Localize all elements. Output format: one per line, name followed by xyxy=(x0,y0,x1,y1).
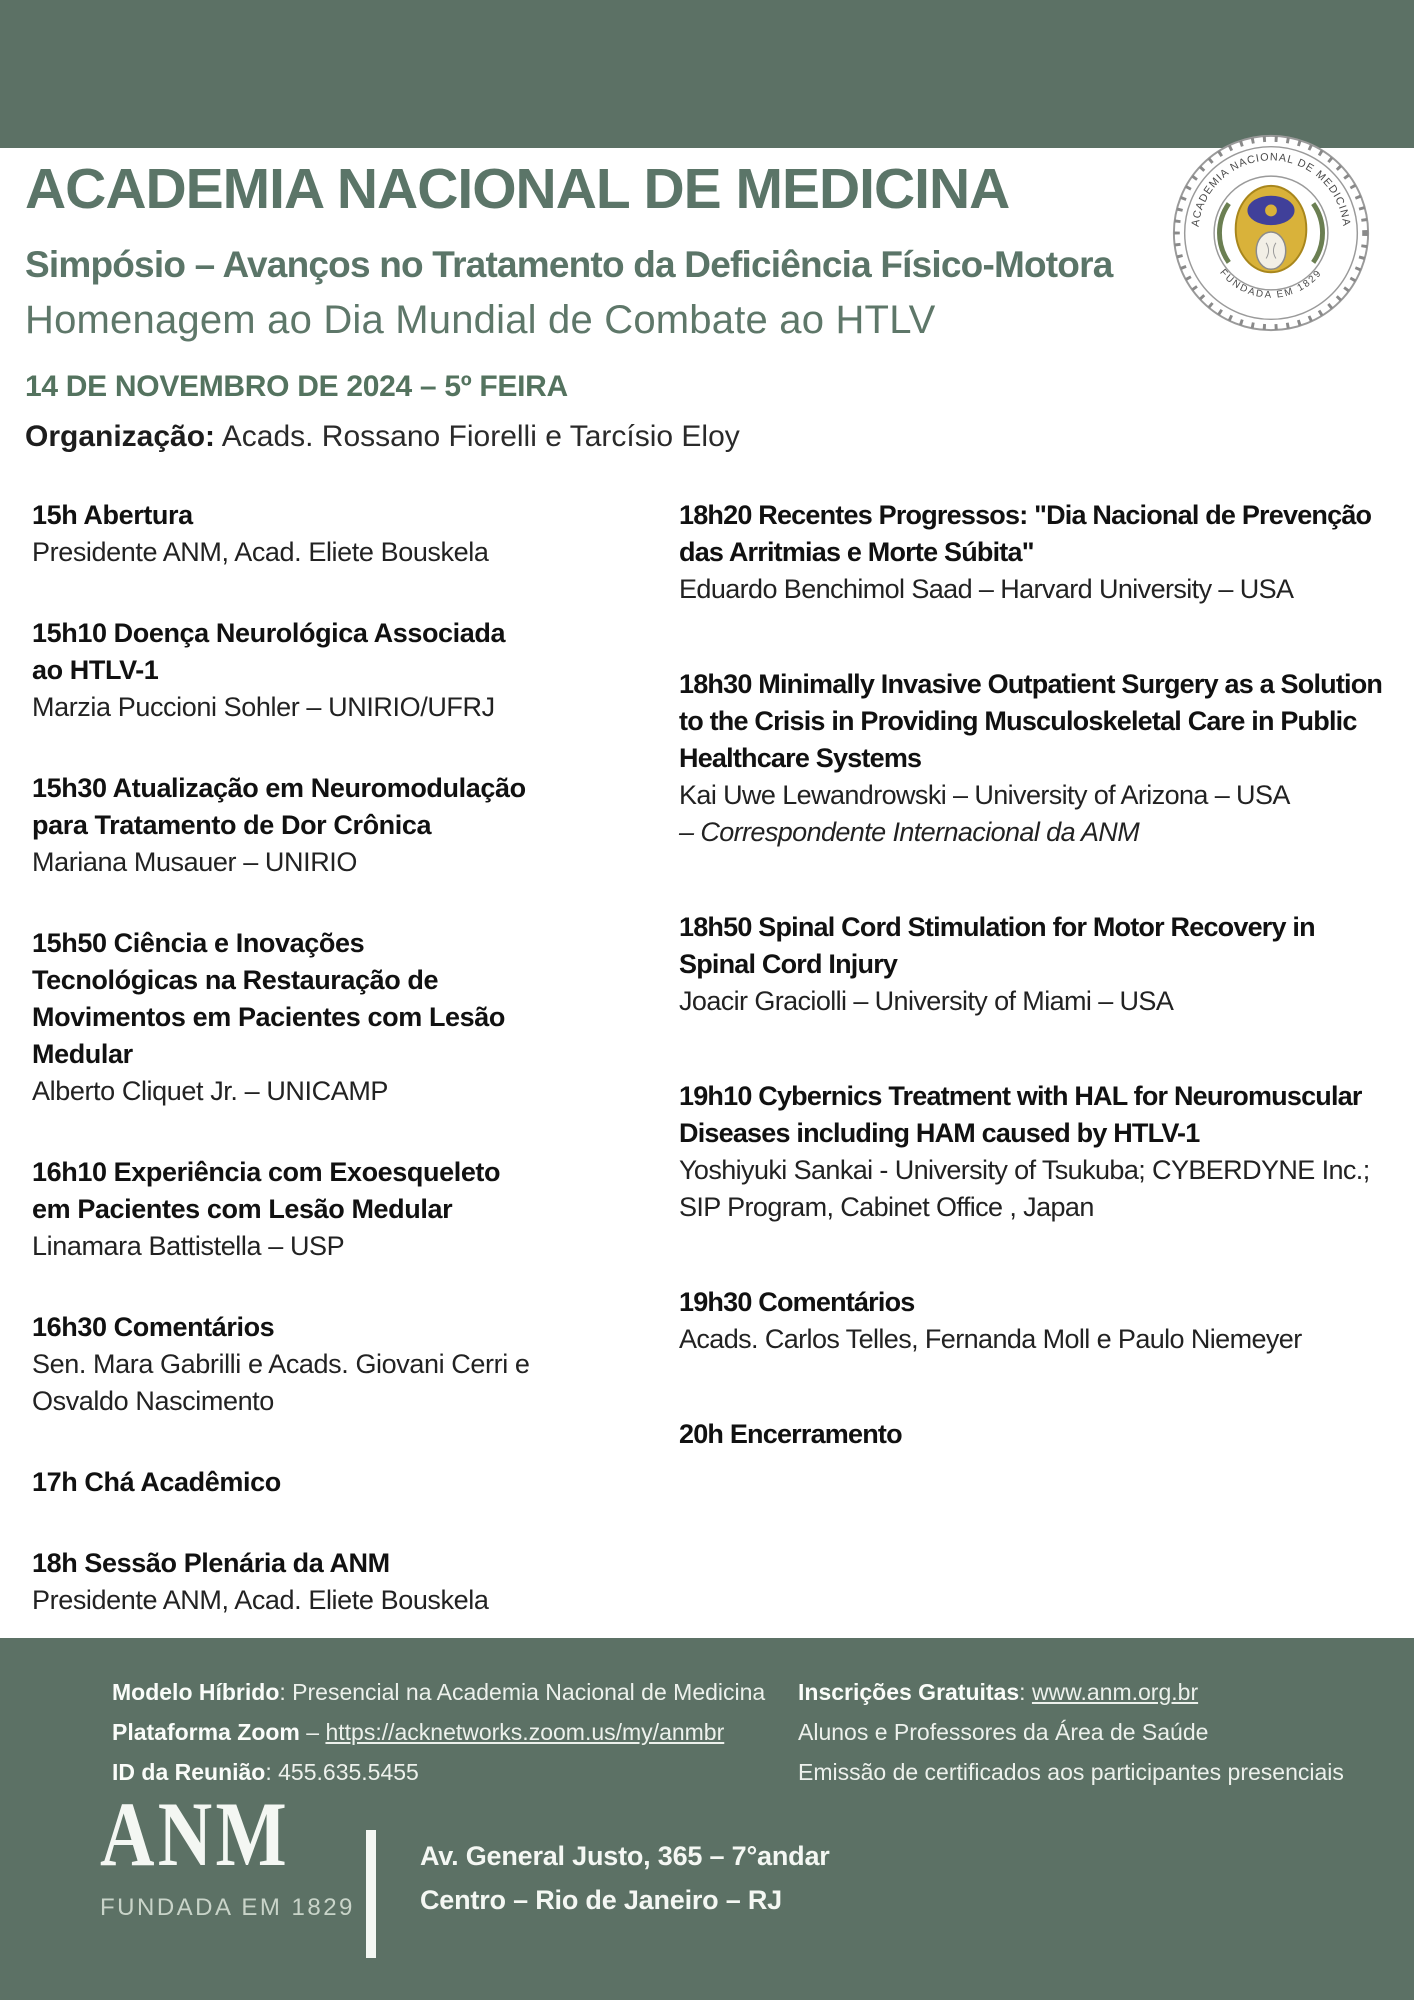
certificates-line: Emissão de certificados aos participantes presenciais xyxy=(798,1759,1344,1785)
seal-ring-text-bottom: FUNDADA EM 1829 xyxy=(1217,267,1325,301)
zoom-separator: – xyxy=(299,1719,326,1745)
zoom-platform-label: Plataforma Zoom xyxy=(112,1719,300,1745)
registration-label: Inscrições Gratuitas xyxy=(798,1679,1020,1705)
hybrid-model-text: : Presencial na Academia Nacional de Medicina xyxy=(279,1679,766,1705)
footer-registration-info xyxy=(798,1672,1344,1792)
program-column-left xyxy=(32,497,537,1663)
meeting-id-value: : 455.635.5455 xyxy=(265,1759,419,1785)
program-item-title: 16h10 Experiência com Exoesqueleto em Pacientes com Lesão Medular xyxy=(32,1157,501,1224)
organization-label: Organização: xyxy=(25,420,216,453)
program-schedule xyxy=(32,497,1393,1663)
program-item-speakers: Sen. Mara Gabrilli e Acads. Giovani Cerri e Osvaldo Nascimento xyxy=(32,1349,530,1416)
program-item xyxy=(679,666,1393,851)
program-item xyxy=(679,909,1393,1020)
program-item xyxy=(32,497,537,571)
program-item xyxy=(679,497,1393,608)
meeting-id-label: ID da Reunião xyxy=(112,1759,266,1785)
anm-address xyxy=(420,1834,830,1922)
registration-separator: : xyxy=(1019,1679,1032,1705)
program-item-title: 18h50 Spinal Cord Stimulation for Motor Recovery in Spinal Cord Injury xyxy=(679,912,1315,979)
anm-website-link[interactable]: www.anm.org.br xyxy=(1031,1679,1199,1705)
program-item xyxy=(32,1545,537,1619)
seal-ring-text-top: ACADEMIA NACIONAL DE MEDICINA xyxy=(1189,151,1353,228)
program-item-title: 20h Encerramento xyxy=(679,1419,902,1449)
program-item-speakers: Marzia Puccioni Sohler – UNIRIO/UFRJ xyxy=(32,692,495,722)
program-item-title: 15h10 Doença Neurológica Associada ao HTLV-1 xyxy=(32,618,506,685)
program-item-title: 18h20 Recentes Progressos: "Dia Nacional de Prevenção das Arritmias e Morte Súbita" xyxy=(679,500,1372,567)
program-item-speakers: Joacir Graciolli – University of Miami – USA xyxy=(679,986,1174,1016)
anm-footer-logo xyxy=(100,1783,360,1922)
program-item xyxy=(32,615,537,726)
program-item-title: 18h30 Minimally Invasive Outpatient Surgery as a Solution to the Crisis in Providing Musculoskeletal Care in Public Healthcare Systems xyxy=(679,669,1383,773)
hybrid-model-label: Modelo Híbrido xyxy=(112,1679,280,1705)
program-item xyxy=(679,1284,1393,1358)
event-date: 14 DE NOVEMBRO DE 2024 – 5º FEIRA xyxy=(25,370,568,403)
program-item-speakers: Yoshiyuki Sankai - University of Tsukuba; CYBERDYNE Inc.; SIP Program, Cabinet Office , Japan xyxy=(679,1155,1370,1222)
program-item xyxy=(32,1309,537,1420)
program-item-title: 15h Abertura xyxy=(32,500,193,530)
program-item-note: – Correspondente Internacional da ANM xyxy=(679,817,1140,847)
registration-line xyxy=(798,1672,1344,1712)
program-item-title: 15h50 Ciência e Inovações Tecnológicas na Restauração de Movimentos em Pacientes com Lesão Medular xyxy=(32,928,505,1069)
anm-logo-text: ANM xyxy=(100,1783,291,1885)
program-item-speakers: Eduardo Benchimol Saad – Harvard University – USA xyxy=(679,574,1294,604)
address-line-2: Centro – Rio de Janeiro – RJ xyxy=(420,1885,782,1915)
zoom-meeting-link[interactable]: https://acknetworks.zoom.us/my/anmbr xyxy=(325,1719,725,1745)
program-item-title: 18h Sessão Plenária da ANM xyxy=(32,1548,390,1578)
footer-access-info xyxy=(112,1672,765,1792)
program-item-speakers: Alberto Cliquet Jr. – UNICAMP xyxy=(32,1076,389,1106)
address-line-1: Av. General Justo, 365 – 7°andar xyxy=(420,1841,830,1871)
organization-line xyxy=(25,420,740,454)
program-item xyxy=(32,1464,537,1501)
program-column-right xyxy=(679,497,1393,1663)
footer-divider xyxy=(366,1830,376,1958)
zoom-platform-line xyxy=(112,1712,765,1752)
program-item xyxy=(32,770,537,881)
audience-line: Alunos e Professores da Área de Saúde xyxy=(798,1719,1209,1745)
program-item-speakers: Mariana Musauer – UNIRIO xyxy=(32,847,358,877)
seal-white-oval xyxy=(1256,232,1285,269)
tribute-subtitle: Homenagem ao Dia Mundial de Combate ao HTLV xyxy=(25,298,936,342)
organization-names: Acads. Rossano Fiorelli e Tarcísio Eloy xyxy=(221,420,740,453)
program-item-speakers: Acads. Carlos Telles, Fernanda Moll e Paulo Niemeyer xyxy=(679,1324,1302,1354)
program-item-title: 16h30 Comentários xyxy=(32,1312,275,1342)
page-title: ACADEMIA NACIONAL DE MEDICINA xyxy=(25,157,1010,221)
hybrid-model-line xyxy=(112,1672,765,1712)
symposium-subtitle: Simpósio – Avanços no Tratamento da Deficiência Físico-Motora xyxy=(25,244,1113,285)
program-item xyxy=(679,1416,1393,1453)
program-item-speakers: Presidente ANM, Acad. Eliete Bouskela xyxy=(32,1585,489,1615)
program-item xyxy=(679,1078,1393,1226)
program-item-title: 17h Chá Acadêmico xyxy=(32,1467,281,1497)
program-item-title: 19h30 Comentários xyxy=(679,1287,915,1317)
anm-seal-logo xyxy=(1168,124,1374,342)
program-item-title: 15h30 Atualização em Neuromodulação para Tratamento de Dor Crônica xyxy=(32,773,526,840)
program-item xyxy=(32,1154,537,1265)
program-item xyxy=(32,925,537,1110)
program-item-speakers: Presidente ANM, Acad. Eliete Bouskela xyxy=(32,537,489,567)
program-item-speakers: Kai Uwe Lewandrowski – University of Arizona – USA xyxy=(679,780,1290,810)
footer-band xyxy=(0,1638,1414,2000)
program-item-speakers: Linamara Battistella – USP xyxy=(32,1231,345,1261)
program-item-title: 19h10 Cybernics Treatment with HAL for Neuromuscular Diseases including HAM caused by HTLV-1 xyxy=(679,1081,1362,1148)
anm-logo-founded-text: FUNDADA EM 1829 xyxy=(100,1894,355,1921)
